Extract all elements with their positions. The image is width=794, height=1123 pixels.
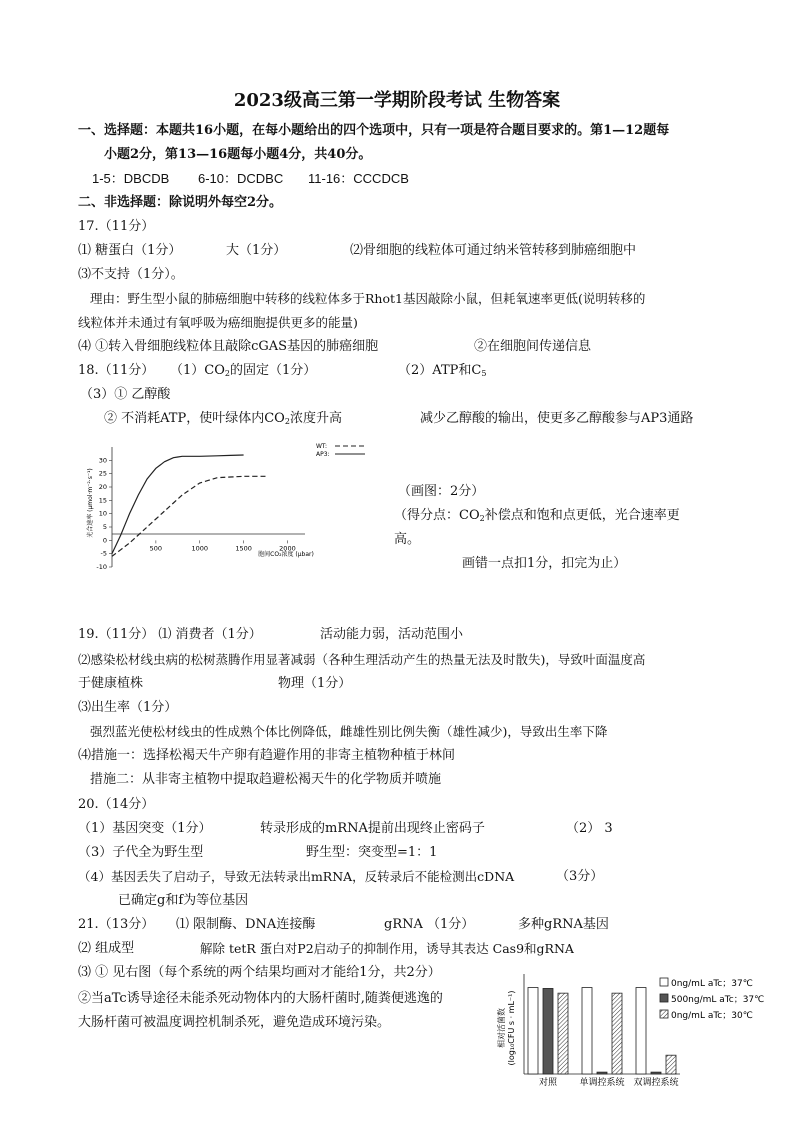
q19-answer-3: ⑶出生率（1分） — [78, 700, 178, 715]
q21-answer-2a: ⑵ 组成型 — [78, 941, 135, 956]
q18-heading: 18.（11分） — [78, 363, 155, 378]
q18-score-points-1: （得分点：$CO_2$补偿点和饱和点更低，光合速率更 — [394, 508, 680, 523]
section1-line2: 小题2分，第13—16题每小题4分，共40分。 — [104, 147, 372, 162]
bar-category-label: 单调控系统 — [579, 1078, 625, 1088]
q21-answer-3-1: ⑶ ① 见右图（每个系统的两个结果均画对才能给1分，共2分） — [78, 965, 441, 980]
bar-2-series-0 — [636, 988, 646, 1074]
bar-category-label: 对照 — [538, 1078, 558, 1088]
x-tick-label: 500 — [149, 544, 163, 553]
bar-0-series-0 — [528, 988, 538, 1074]
q18-answer-3-1: （3）① 乙醇酸 — [80, 387, 171, 402]
q17-answer-2: ⑵骨细胞的线粒体可通过纳米管转移到肺癌细胞中 — [350, 243, 637, 258]
q19-answer-4b: 措施二：从非寄主植物中提取趋避松褐天牛的化学物质并喷施 — [90, 772, 442, 787]
bar-1-series-1 — [597, 1072, 607, 1074]
q21-answer-1b: gRNA （1分） — [384, 917, 475, 932]
y-tick-label: -10 — [96, 563, 107, 571]
y-tick-label: 15 — [98, 496, 107, 505]
q18-answer-3-2a: ② 不消耗ATP，使叶绿体内$CO_2$浓度升高 — [104, 411, 342, 426]
legend-label: 500ng/mL aTc；37℃ — [671, 995, 765, 1005]
q20-answer-1a: （1）基因突变（1分） — [78, 821, 212, 836]
bar-chart-y-axis-label: 相对活菌数(log₁₀CFU s · mL⁻¹) — [497, 990, 516, 1066]
legend-swatch — [660, 978, 668, 986]
bar-2-series-2 — [666, 1055, 676, 1074]
legend-swatch — [660, 1010, 668, 1018]
bar-1-series-2 — [612, 993, 622, 1074]
q20-answer-3b: 野生型：突变型=1：1 — [306, 845, 438, 860]
q21-answer-1a: ⑴ 限制酶、DNA连接酶 — [176, 917, 316, 932]
y-tick-label: 5 — [102, 523, 107, 531]
bar-category-label: 双调控系统 — [633, 1078, 679, 1088]
q18-score-points-2: 高。 — [394, 532, 421, 547]
q17-answer-4b: ②在细胞间传递信息 — [474, 339, 592, 354]
q17-answer-4a: ⑷ ①转入骨细胞线粒体且敲除cGAS基因的肺癌细胞 — [78, 339, 379, 354]
series-ap3-line — [112, 455, 244, 554]
q17-reason-line1: 理由：野生型小鼠的肺癌细胞中转移的线粒体多于Rhot1基因敲除小鼠，但耗氧速率更低(说明转移的 — [90, 291, 646, 306]
q20-answer-3a: （3）子代全为野生型 — [78, 845, 204, 860]
q20-answer-2: （2） 3 — [566, 821, 613, 836]
q19-answer-4a: ⑷措施一：选择松褐天牛产卵有趋避作用的非寄主植物种植于林间 — [78, 748, 456, 763]
bar-0-series-1 — [543, 988, 553, 1074]
q20-answer-1b: 转录形成的mRNA提前出现终止密码子 — [260, 821, 485, 836]
section1-line1: 一、选择题：本题共16小题，在每小题给出的四个选项中，只有一项是符合题目要求的。第1—12题每 — [78, 123, 670, 138]
y-tick-label: 30 — [98, 456, 107, 465]
q19-answer-2-line2a: 于健康植株 — [78, 676, 144, 691]
y-tick-label: -5 — [100, 549, 107, 558]
legend-wt-label: WT: — [316, 443, 327, 450]
answers-6-10: 6-10：DCDBC — [198, 171, 284, 186]
chart-y-axis-label: 光合速率 (μmol·m⁻²·s⁻¹) — [87, 468, 94, 538]
q19-answer-1b: 活动能力弱，活动范围小 — [320, 627, 464, 642]
q18-draw-score: （画图：2分） — [398, 484, 485, 499]
q19-answer-3-reason: 强烈蓝光使松材线虫的性成熟个体比例降低，雌雄性别比例失衡（雄性减少)，导致出生率下降 — [90, 724, 608, 739]
page-title: 2023级高三第一学期阶段考试 生物答案 — [233, 90, 561, 111]
q20-heading: 20.（14分） — [78, 797, 155, 812]
q20-answer-4a: （4）基因丢失了启动子，导致无法转录出mRNA，反转录后不能检测出cDNA — [78, 869, 515, 884]
y-tick-label: 20 — [98, 483, 107, 491]
q17-reason-line2: 线粒体并未通过有氧呼吸为癌细胞提供更多的能量) — [78, 315, 358, 330]
bar-0-series-2 — [558, 993, 568, 1074]
legend-ap3-label: AP3: — [316, 451, 330, 458]
q19-answer-2-line1: ⑵感染松材线虫病的松树蒸腾作用显著减弱（各种生理活动产生的热量无法及时散失)，导致叶面温度高 — [78, 652, 646, 667]
q17-answer-1b: 大（1分） — [226, 243, 287, 258]
q20-answer-4c: 已确定g和f为等位基因 — [118, 893, 249, 908]
x-tick-label: 1500 — [235, 544, 252, 553]
chart-x-axis-label: 胞间CO₂浓度 (μbar) — [258, 551, 314, 558]
q17-answer-1a: ⑴ 糖蛋白（1分） — [78, 243, 182, 258]
y-tick-label: 10 — [98, 509, 107, 518]
q18-score-points-3: 画错一点扣1分，扣完为止） — [462, 556, 627, 571]
answers-11-16: 11-16：CCCDCB — [308, 171, 409, 186]
q19-answer-2-line2b: 物理（1分） — [278, 676, 352, 691]
legend-label: 0ng/mL aTc；30℃ — [671, 1011, 753, 1021]
x-tick-label: 1000 — [191, 544, 209, 553]
y-tick-label: 25 — [98, 469, 107, 478]
q18-answer-3-2b: 减少乙醇酸的输出，使更多乙醇酸参与AP3通路 — [420, 411, 694, 426]
q21-answer-2b: 解除 tetR 蛋白对P2启动子的抑制作用，诱导其表达 Cas9和gRNA — [200, 941, 574, 956]
bar-2-series-1 — [651, 1072, 661, 1074]
q18-answer-2: （2）ATP和$C_5$ — [398, 363, 487, 378]
section2-heading: 二、非选择题：除说明外每空2分。 — [78, 195, 283, 210]
legend-swatch — [660, 994, 668, 1002]
legend-label: 0ng/mL aTc；37℃ — [671, 979, 753, 989]
q21-answer-1c: 多种gRNA基因 — [518, 917, 609, 932]
answers-1-5: 1-5：DBCDB — [92, 171, 170, 186]
q19-answer-1a: 19.（11分） ⑴ 消费者（1分） — [78, 627, 262, 642]
relative-viable-count-bar-chart — [490, 970, 774, 1092]
co2-photosynthesis-line-chart — [80, 435, 390, 585]
y-tick-label: 0 — [102, 536, 107, 545]
q21-heading: 21.（13分） — [78, 917, 155, 932]
q18-answer-1: $(1)CO_2$的固定（1分） — [170, 363, 317, 378]
q17-heading: 17.（11分） — [78, 219, 155, 234]
x-tick-label: 2000 — [279, 544, 296, 553]
q20-answer-4b: （3分） — [556, 869, 604, 884]
bar-1-series-0 — [582, 988, 592, 1074]
q17-answer-3: ⑶不支持（1分）。 — [78, 267, 184, 282]
q21-answer-3-2-line2: 大肠杆菌可被温度调控机制杀死，避免造成环境污染。 — [78, 1015, 391, 1030]
q21-answer-3-2-line1: ②当aTc诱导途径未能杀死动物体内的大肠杆菌时,随粪便逃逸的 — [78, 991, 443, 1006]
